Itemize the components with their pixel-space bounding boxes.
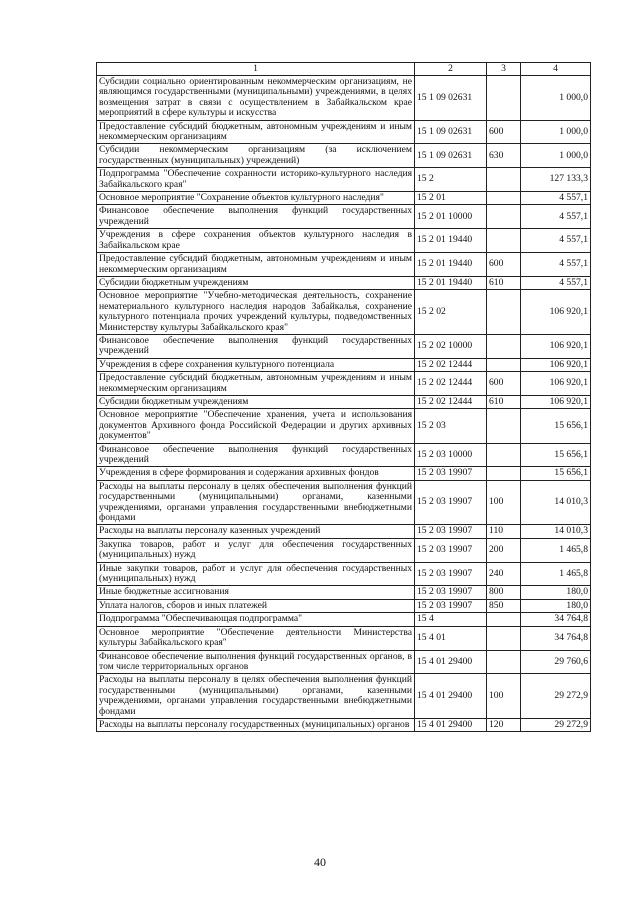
cell-sum: 4 557,1 [521, 229, 591, 253]
cell-name: Иные закупки товаров, работ и услуг для обеспечения государственных (муниципальных) нужд [97, 562, 415, 586]
cell-vr [487, 290, 521, 335]
cell-vr: 100 [487, 674, 521, 719]
table-row [97, 718, 591, 731]
header-row [97, 63, 591, 76]
table-row [97, 290, 591, 335]
cell-sum: 29 272,9 [521, 674, 591, 719]
page-number: 40 [314, 855, 326, 869]
cell-code: 15 4 [415, 613, 487, 626]
cell-vr: 800 [487, 586, 521, 599]
cell-vr [487, 358, 521, 371]
cell-vr [487, 168, 521, 192]
cell-name: Основное мероприятие "Обеспечение деятельности Министерства культуры Забайкальского края" [97, 626, 415, 650]
cell-vr: 200 [487, 538, 521, 562]
cell-name: Финансовое обеспечение выполнения функций государственных учреждений [97, 334, 415, 358]
cell-code: 15 2 03 19907 [415, 586, 487, 599]
cell-name: Основное мероприятие "Обеспечение хранения, учета и использования документов Архивного фонда Российской Федерации и других архивных документов" [97, 409, 415, 443]
table-row [97, 120, 591, 144]
cell-sum: 29 760,6 [521, 650, 591, 674]
cell-code: 15 2 [415, 168, 487, 192]
cell-sum: 14 010,3 [521, 525, 591, 538]
cell-vr: 240 [487, 562, 521, 586]
cell-vr [487, 650, 521, 674]
cell-name: Предоставление субсидий бюджетным, автономным учреждениям и иным некоммерческим организациям [97, 120, 415, 144]
cell-vr: 120 [487, 718, 521, 731]
table-row [97, 409, 591, 443]
cell-code: 15 2 03 19907 [415, 599, 487, 612]
cell-code: 15 2 03 10000 [415, 443, 487, 467]
cell-code: 15 2 02 10000 [415, 334, 487, 358]
cell-code: 15 2 03 19907 [415, 480, 487, 525]
table-row [97, 395, 591, 408]
table-row [97, 144, 591, 168]
cell-code: 15 2 02 12444 [415, 358, 487, 371]
cell-vr [487, 76, 521, 121]
cell-name: Финансовое обеспечение выполнения функций государственных учреждений [97, 443, 415, 467]
cell-vr: 100 [487, 480, 521, 525]
cell-sum: 106 920,1 [521, 372, 591, 396]
cell-sum: 106 920,1 [521, 358, 591, 371]
cell-sum: 106 920,1 [521, 395, 591, 408]
cell-code: 15 2 02 12444 [415, 395, 487, 408]
cell-sum: 106 920,1 [521, 334, 591, 358]
cell-name: Предоставление субсидий бюджетным, автономным учреждениям и иным некоммерческим организациям [97, 253, 415, 277]
table-row [97, 626, 591, 650]
table-row [97, 538, 591, 562]
cell-vr [487, 334, 521, 358]
cell-sum: 34 764,8 [521, 613, 591, 626]
cell-code: 15 2 01 10000 [415, 205, 487, 229]
table-row [97, 562, 591, 586]
table-row [97, 372, 591, 396]
cell-sum: 34 764,8 [521, 626, 591, 650]
cell-vr [487, 229, 521, 253]
cell-sum: 1 465,8 [521, 538, 591, 562]
table-row [97, 334, 591, 358]
cell-sum: 4 557,1 [521, 276, 591, 289]
table-row [97, 253, 591, 277]
cell-name: Учреждения в сфере сохранения культурного потенциала [97, 358, 415, 371]
cell-name: Расходы на выплаты персоналу в целях обеспечения выполнения функций государственными (муниципальными) органами, казенными учреждениями, органами управления государственными внебюджетными фондами [97, 480, 415, 525]
cell-sum: 106 920,1 [521, 290, 591, 335]
cell-name: Иные бюджетные ассигнования [97, 586, 415, 599]
cell-sum: 4 557,1 [521, 205, 591, 229]
table-row [97, 613, 591, 626]
cell-code: 15 2 03 19907 [415, 525, 487, 538]
cell-vr [487, 467, 521, 480]
cell-name: Закупка товаров, работ и услуг для обеспечения государственных (муниципальных) нужд [97, 538, 415, 562]
table-row [97, 480, 591, 525]
cell-code: 15 1 09 02631 [415, 120, 487, 144]
table-row [97, 76, 591, 121]
cell-sum: 180,0 [521, 586, 591, 599]
cell-name: Подпрограмма "Обеспечение сохранности историко-культурного наследия Забайкальского края" [97, 168, 415, 192]
table-row [97, 168, 591, 192]
cell-code: 15 2 03 [415, 409, 487, 443]
cell-code: 15 2 01 19440 [415, 276, 487, 289]
cell-code: 15 4 01 29400 [415, 674, 487, 719]
table-row [97, 674, 591, 719]
cell-sum: 4 557,1 [521, 192, 591, 205]
cell-sum: 1 000,0 [521, 144, 591, 168]
cell-vr: 600 [487, 372, 521, 396]
cell-name: Расходы на выплаты персоналу государственных (муниципальных) органов [97, 718, 415, 731]
table-body [97, 76, 591, 732]
cell-name: Основное мероприятие "Учебно-методическая деятельность, сохранение нематериального культурного наследия народов Забайкалья, сохранение культурного потенциала прочих учреждений культуры, подведомственных Министерству культуры Забайкальского края" [97, 290, 415, 335]
cell-sum: 180,0 [521, 599, 591, 612]
cell-name: Учреждения в сфере сохранения объектов культурного наследия в Забайкальском крае [97, 229, 415, 253]
cell-sum: 1 000,0 [521, 76, 591, 121]
header-col-name: 1 [97, 63, 415, 76]
cell-sum: 15 656,1 [521, 409, 591, 443]
table-row [97, 599, 591, 612]
cell-sum: 1 465,8 [521, 562, 591, 586]
cell-name: Расходы на выплаты персоналу в целях обеспечения выполнения функций государственными (муниципальными) органами, казенными учреждениями, органами управления государственными внебюджетными фондами [97, 674, 415, 719]
cell-sum: 14 010,3 [521, 480, 591, 525]
cell-name: Субсидии бюджетным учреждениям [97, 276, 415, 289]
cell-sum: 15 656,1 [521, 443, 591, 467]
cell-name: Предоставление субсидий бюджетным, автономным учреждениям и иным некоммерческим организациям [97, 372, 415, 396]
cell-sum: 29 272,9 [521, 718, 591, 731]
cell-sum: 1 000,0 [521, 120, 591, 144]
cell-name: Уплата налогов, сборов и иных платежей [97, 599, 415, 612]
cell-code: 15 4 01 [415, 626, 487, 650]
cell-name: Финансовое обеспечение выполнения функций государственных учреждений [97, 205, 415, 229]
budget-table [96, 62, 591, 732]
cell-code: 15 1 09 02631 [415, 76, 487, 121]
cell-vr: 600 [487, 253, 521, 277]
cell-vr [487, 613, 521, 626]
cell-code: 15 2 03 19907 [415, 467, 487, 480]
cell-name: Учреждения в сфере формирования и содержания архивных фондов [97, 467, 415, 480]
table-row [97, 229, 591, 253]
cell-code: 15 2 01 19440 [415, 253, 487, 277]
cell-name: Субсидии социально ориентированным некоммерческим организациям, не являющимся государственными (муниципальными) учреждениями, в целях возмещения затрат в связи с осуществлением в Забайкальском крае мероприятий в сфере культуры и искусства [97, 76, 415, 121]
cell-vr [487, 192, 521, 205]
cell-code: 15 4 01 29400 [415, 650, 487, 674]
table-row [97, 358, 591, 371]
cell-code: 15 2 03 19907 [415, 538, 487, 562]
cell-name: Субсидии некоммерческим организациям (за исключением государственных (муниципальных) учреждений) [97, 144, 415, 168]
cell-sum: 15 656,1 [521, 467, 591, 480]
cell-name: Субсидии бюджетным учреждениям [97, 395, 415, 408]
header-col-sum: 4 [521, 63, 591, 76]
cell-sum: 127 133,3 [521, 168, 591, 192]
cell-code: 15 1 09 02631 [415, 144, 487, 168]
cell-name: Подпрограмма "Обеспечивающая подпрограмма" [97, 613, 415, 626]
cell-name: Финансовое обеспечение выполнения функций государственных органов, в том числе территориальных органов [97, 650, 415, 674]
cell-sum: 4 557,1 [521, 253, 591, 277]
cell-vr [487, 409, 521, 443]
cell-vr: 600 [487, 120, 521, 144]
table-row [97, 467, 591, 480]
header-col-vr: 3 [487, 63, 521, 76]
header-col-code: 2 [415, 63, 487, 76]
table-row [97, 205, 591, 229]
table-row [97, 276, 591, 289]
cell-vr: 610 [487, 395, 521, 408]
cell-code: 15 2 02 12444 [415, 372, 487, 396]
cell-vr: 850 [487, 599, 521, 612]
cell-code: 15 2 01 [415, 192, 487, 205]
cell-name: Основное мероприятие "Сохранение объектов культурного наследия" [97, 192, 415, 205]
table-row [97, 650, 591, 674]
table-row [97, 525, 591, 538]
cell-vr: 110 [487, 525, 521, 538]
table-row [97, 192, 591, 205]
cell-vr [487, 626, 521, 650]
cell-code: 15 2 03 19907 [415, 562, 487, 586]
cell-name: Расходы на выплаты персоналу казенных учреждений [97, 525, 415, 538]
cell-vr [487, 443, 521, 467]
table-row [97, 443, 591, 467]
cell-vr [487, 205, 521, 229]
table-row [97, 586, 591, 599]
cell-vr: 610 [487, 276, 521, 289]
cell-code: 15 4 01 29400 [415, 718, 487, 731]
cell-code: 15 2 02 [415, 290, 487, 335]
cell-vr: 630 [487, 144, 521, 168]
cell-code: 15 2 01 19440 [415, 229, 487, 253]
